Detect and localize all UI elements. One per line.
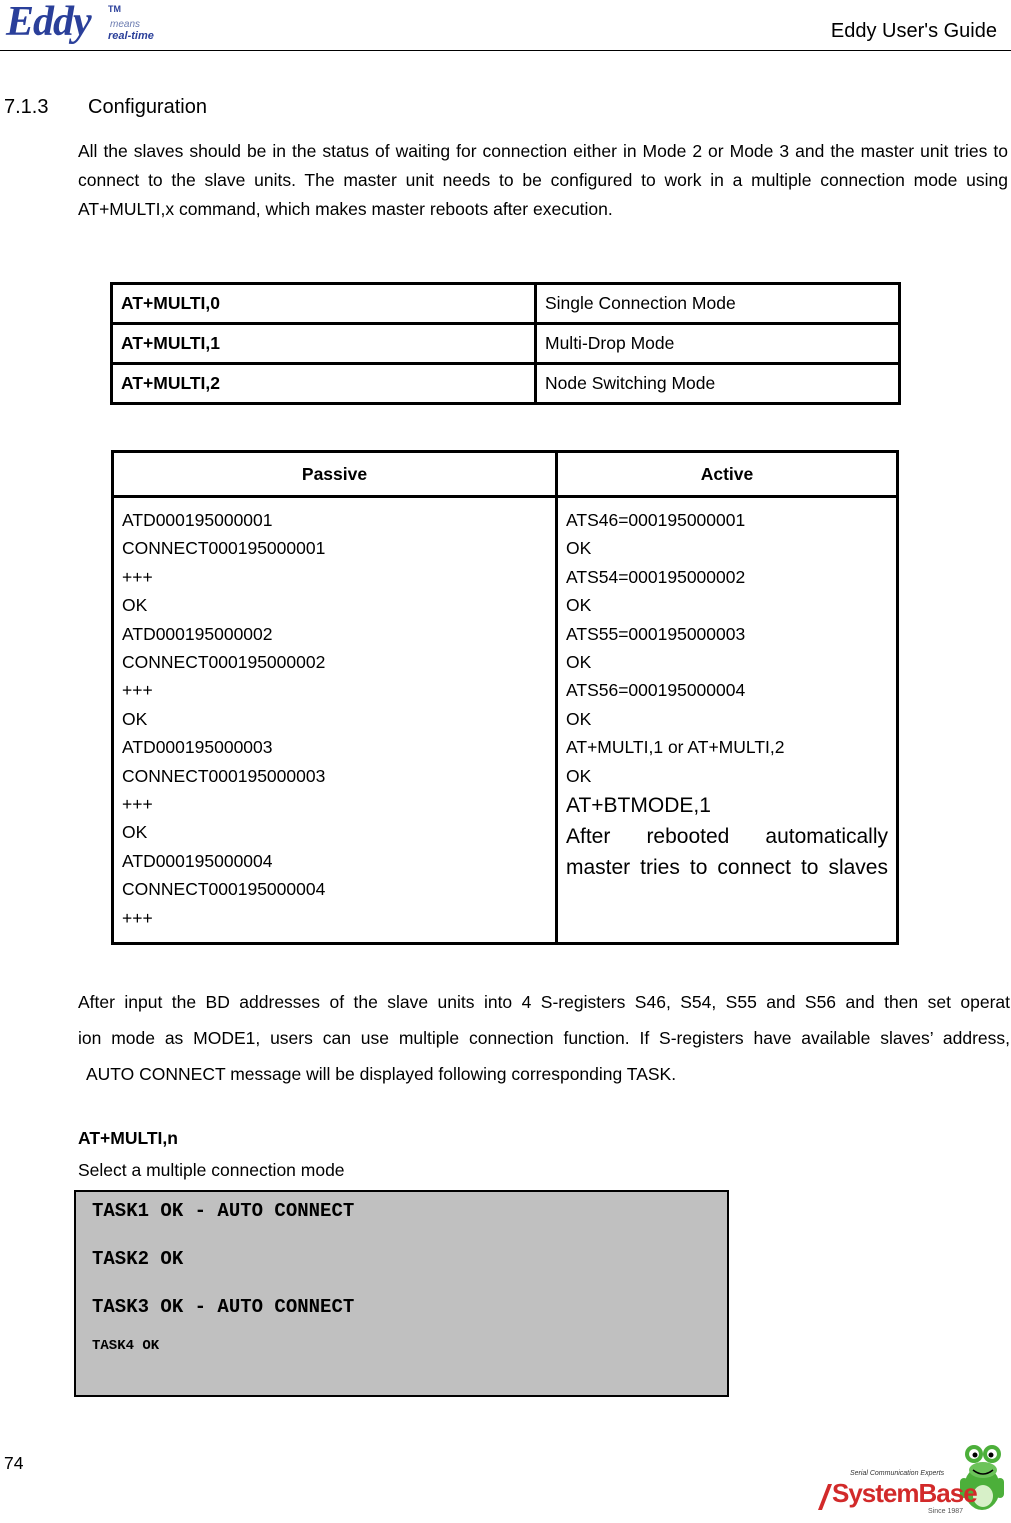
active-line: ATS55=000195000003 [566,623,746,644]
logo-trademark: TM [108,4,121,14]
command-name: AT+MULTI,n [78,1128,178,1148]
after-paragraph-line: ion mode as MODE1, users can use multiple connection function. If S-registers have available slaves’ address, [78,1028,1010,1048]
passive-line: CONNECT000195000003 [122,765,326,786]
active-line: AT+MULTI,1 or AT+MULTI,2 [566,737,785,758]
passive-line: ATD000195000003 [122,737,273,758]
table-row [113,497,898,944]
passive-line: CONNECT000195000002 [122,652,326,673]
console-line: TASK1 OK - AUTO CONNECT [92,1200,355,1222]
eddy-logo [6,0,156,45]
mode-description: Node Switching Mode [536,364,900,404]
logo-wordmark: Eddy [6,0,91,45]
passive-line: OK [122,822,148,843]
mode-description: Multi-Drop Mode [536,324,900,364]
active-line: OK [566,708,592,729]
header-divider [0,50,1011,51]
passive-line: +++ [122,907,153,928]
mode-table [110,282,901,405]
brand-tagline: Serial Communication Experts [850,1470,945,1477]
console-line: TASK4 OK [92,1338,160,1354]
table-header-row [113,452,898,497]
active-note: After rebooted automatically master tries to connect to slaves [566,825,888,880]
command-description: Select a multiple connection mode [78,1160,345,1180]
passive-line: +++ [122,566,153,587]
console-line: TASK2 OK [92,1248,184,1270]
after-paragraph-line: AUTO CONNECT message will be displayed following corresponding TASK. [86,1064,677,1084]
logo-realtime: real-time [108,30,154,42]
active-line: ATS54=000195000002 [566,566,746,587]
passive-line: ATD000195000001 [122,510,273,530]
guide-title: Eddy User's Guide [830,20,997,42]
mode-description: Single Connection Mode [536,284,900,324]
mode-command: AT+MULTI,2 [112,364,536,404]
brand-name: SystemBase [832,1478,977,1508]
table-row [112,364,900,404]
after-paragraph [78,984,1010,1092]
active-line: OK [566,538,592,559]
passive-line: ATD000195000002 [122,623,273,644]
page-number: 74 [4,1453,24,1473]
active-line: OK [566,595,592,616]
active-btmode: AT+BTMODE,1 [566,794,711,818]
active-header: Active [557,452,898,497]
passive-line: +++ [122,680,153,701]
brand-since: Since 1987 [928,1508,964,1515]
after-paragraph-line: After input the BD addresses of the slave units into 4 S-registers S46, S54, S55 and S56 and then set operat [78,992,1010,1012]
passive-cell [113,497,557,944]
passive-header: Passive [113,452,557,497]
logo-means: means [110,19,141,30]
active-line: OK [566,765,592,786]
passive-line: +++ [122,794,153,815]
mode-command: AT+MULTI,0 [112,284,536,324]
passive-line: CONNECT000195000001 [122,538,326,559]
section-number: 7.1.3 [4,96,49,118]
passive-line: OK [122,708,148,729]
intro-paragraph: All the slaves should be in the status of waiting for connection either in Mode 2 or Mode 3 and the master unit tries to connect to the slave units. The master unit needs to be configured to work in a multiple connection mode using AT+MULTI,x command, which makes master reboots after execution. [78,141,1008,219]
systembase-logo [810,1440,1010,1518]
active-line: ATS56=000195000004 [566,680,746,701]
passive-line: CONNECT000195000004 [122,879,326,900]
active-line: ATS46=000195000001 [566,510,746,530]
table-row [112,284,900,324]
sequence-table [111,450,899,945]
passive-line: ATD000195000004 [122,850,273,871]
console-line: TASK3 OK - AUTO CONNECT [92,1296,355,1318]
mode-command: AT+MULTI,1 [112,324,536,364]
active-cell [557,497,898,944]
active-line: OK [566,652,592,673]
console-output [74,1190,729,1397]
passive-line: OK [122,595,148,616]
table-row [112,324,900,364]
section-title: Configuration [88,96,207,118]
